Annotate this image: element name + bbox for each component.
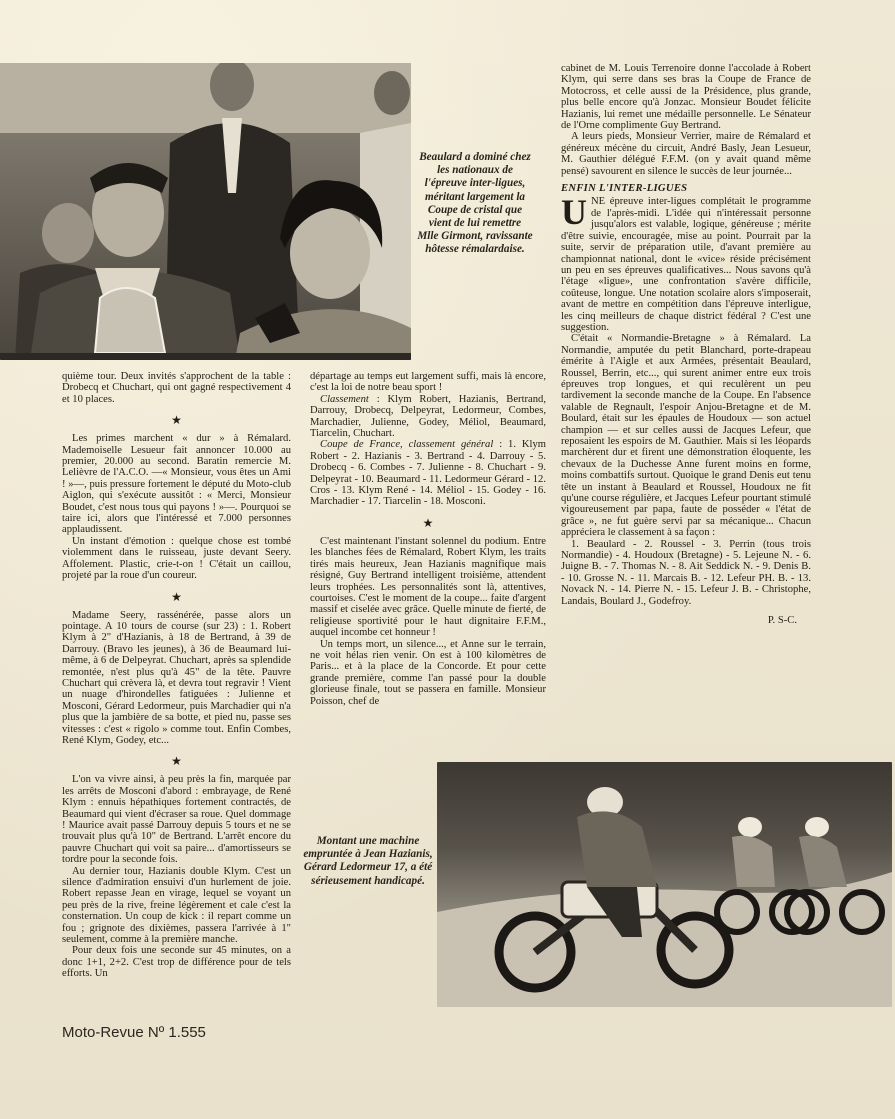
separator-star: ★ [422, 515, 434, 530]
column-2 [310, 371, 546, 707]
col3-paragraph-4: C'était « Normandie-Bretagne » à Rémalard. La Normandie, amputée du petit Blanchard, porte-drapeau émérite à l'Aigle et aux Armées, présentait Beaulard, Roussel, Berrin, etc..., qui surent animer entre eux trois épreuves trop longues, et qui reculèrent un peu tardivement la seconde manche de la Coupe. En l'absence valable de Regnault, l'espoir Anjou-Bretagne et de M. Boulard, était sur les épaules de Houdoux — son actuel champion — et sur celles aussi de Jacques Lefeur, que reposaient les espoirs de M. Gauthier. Mais si les léopards marchèrent dur et firent une démonstration éloquente, les chevaux de la Duchesse Anne furent moins en forme, moins combattifs surtout. Quoique le grand Denis eut tenu tête un instant à Beaulard et Roussel, Houdoux ne fit qu'une course régulière, et Jacques Lefeur pourtant stimulé vigoureusement par papa, faute de posséder « l'état de grâce », ne fut guère servi par sa mécanique... Chacun appréciera le classement à sa façon : [561, 333, 811, 539]
col2-paragraph-1: départage au temps eut largement suffi, mais là encore, c'est la loi de notre beau sport ! [310, 371, 546, 394]
col2-paragraph-4: C'est maintenant l'instant solennel du podium. Entre les blanches fées de Rémalard, Robert Klym, les traits tirés mais heureux, Jean Hazianis magnifique mais résigné, Guy Bertrand intelligent troisième, attendent leurs trophées. Les personnalités sont là, attentives, courtoises. C'est le moment de la coupe... faite d'argent massif et ciselée avec grâce. Quelle minute de fierté, de religieuse sportivité pour le haut dignitaire F.F.M., auquel incombe cet honneur ! [310, 535, 546, 639]
col2-paragraph-5: Un temps mort, un silence..., et Anne sur le terrain, ne voit hélas rien venir. On est à 100 kilomètres de Paris... et à la place de la Concorde. Et pour cette grande première, comme l'an passé pour la double glorieuse finale, tout se passera en famille. Monsieur Poisson, chef de [310, 638, 546, 707]
col2-classement [310, 394, 546, 440]
classement-text: : Klym Robert, Hazianis, Bertrand, Darrouy, Drobecq, Delpeyrat, Ledormeur, Combes, Marchadier, Julienne, Godey, Méliol, Beaumard, Tiarcelin, Chuchart. [310, 393, 546, 440]
col3-paragraph-1: cabinet de M. Louis Terrenoire donne l'accolade à Robert Klym, qui serre dans ses bras la Coupe de France de Motocross, et celle aussi de la Présidence, plus grande, plus belle encore qu'à Jonzac. Monsieur Boudet félicite Hazianis, lui remet une médaille personnelle. Le Sénateur de l'Orne complimente Guy Bertrand. [561, 63, 811, 132]
col1-paragraph-3: Un instant d'émotion : quelque chose est tombé violemment dans le ruisseau, juste devant Seery. Affolement. Plastic, crie-t-on ! C'était un caillou, projeté par la roue d'un coureur. [62, 535, 291, 582]
column-3 [561, 63, 811, 627]
col3-paragraph-3 [561, 192, 811, 333]
col1-paragraph-6: Au dernier tour, Hazianis double Klym. C'est un silence d'admiration ensuivi d'un hurlement de joie. Robert repasse Jean en virage, lequel se voyant un peu près de la rive, freine légèrement et cale c'est la consternation. Un coup de kick : il repart comme un fou ; grignote des dixièmes, passera l'arrivée à 1" seulement, comme à la première manche. [62, 865, 291, 946]
column-1 [62, 371, 291, 980]
bottom-photo-caption: Montant une machine empruntée à Jean Hazianis, Gérard Ledormeur 17, a été sérieusement handicapé. [303, 835, 433, 887]
classement-label: Classement [320, 393, 369, 405]
section-heading: ENFIN L'INTER-LIGUES [561, 183, 688, 195]
separator-star: ★ [171, 589, 182, 604]
drop-cap: U [561, 192, 587, 233]
coupe-text: : 1. Klym Robert - 2. Hazianis - 3. Bertrand - 4. Darrouy - 5. Drobecq - 6. Combes - 7. Julienne - 8. Chuchart - 9. Delpeyrat - 10. Beaumard - 11. Ledormeur Gérard - 12. Cros - 13. Klym René - 14. Méliol - 15. Godey - 16. Marchadier - 17. Tiarcelin - 18. Mosconi. [310, 439, 547, 508]
col2-coupe-de-france [310, 439, 546, 507]
col3-paragraph-2: A leurs pieds, Monsieur Verrier, maire de Rémalard et généreux mécène du circuit, André Basly, Jean Lesueur, M. Gauthier délégué F.F.M. (on y avait quand même pensé) savourent en silence le succès de leur journée... [561, 131, 811, 177]
col1-paragraph-1: quième tour. Deux invités s'approchent de la table : Drobecq et Chuchart, qui ont gagné respectivement 4 et 10 places. [62, 371, 291, 405]
col1-paragraph-5: L'on va vivre ainsi, à peu près la fin, marquée par les arrêts de Mosconi d'abord : embrayage, de René Klym : ennuis hépathiques fortement contractés, de Beaumard qui vient d'écraser sa roue. Quel dommage ! Maurice avait passé Darrouy depuis 5 tours et ne se trouvait plus qu'à 10" de Bertrand. L'arrêt encore du pauvre Chuchart qui voit sa paire... d'amortisseurs se tordre pour la seconde fois. [62, 774, 291, 866]
page-footer: Moto-Revue Nº 1.555 [62, 1024, 206, 1041]
trophy-photo [0, 63, 411, 360]
top-photo-caption: Beaulard a dominé chez les nationaux de l'épreuve inter-ligues, méritant largement la Coupe de cristal que vient de lui remettre Mlle Girmont, ravissante hôtesse rémalardaise. [417, 151, 533, 256]
col3-results: 1. Beaulard - 2. Roussel - 3. Perrin (tous trois Normandie) - 4. Houdoux (Bretagne) - 5. Lejeune N. - 6. Juigne B. - 7. Thomas N. - 8. Ait Seddick N. - 9. Denis B. - 10. Grosse N. - 11. Marcais B. - 12. Lefeur PH. B. - 13. Novack N. - 14. Pierre N. - 15. Lefeur J. B. - Christophe, Landais, Boulard J., Godefroy. [561, 538, 811, 607]
separator-star: ★ [171, 413, 182, 428]
separator-star: ★ [171, 754, 182, 769]
motocross-photo [437, 762, 892, 1007]
coupe-label: Coupe de France, classement général [320, 439, 494, 451]
col1-paragraph-2: Les primes marchent « dur » à Rémalard. Mademoiselle Lesueur fait annoncer 10.000 au premier, 20.000 au second. Baratin remercie M. Lelièvre de l'A.C.O. —« Monsieur, vous êtes un Ami ! »—, puis pressure fortement le député du Moto-club Aiglon, qui s'exécute aussitôt : « Merci, Monsieur Boudet, c'est nous tous qui payons ! »—. Pourquoi se taire ici, alors que l'intéressé et 7.000 personnes applaudissent. [62, 433, 291, 536]
signature: P. S-C. [767, 615, 797, 627]
col1-paragraph-4: Madame Seery, rassénérée, passe alors un pointage. A 10 tours de course (sur 23) : 1. Robert Klym à 2" d'Hazianis, à 18 de Bertrand, à 39 de Darrouy. (Bravo les jeunes), à 36 de Beaumard lui-même, à 6 de Delpeyrat. Chuchart, après sa splendide remontée, n'est plus qu'à 45" de la tête. Pauvre Chuchart qui crèvera là, et devra tout regravir ! Vient un nuage d'hirondelles fatiguées : Julienne et Mosconi, Gérard Ledormeur, puis Marchadier qui n'a plus que la jambière de sa botte, et pied nu, passe ses vitesses : c'est « rigolo » comme tout. Enfin Combes, René Klym, Godey, etc... [62, 609, 291, 746]
col3-paragraph-3-text: NE épreuve inter-ligues complétait le programme de l'après-midi. L'idée qui n'intéressait personne jusqu'alors est valable, logique, généreuse ; mérite d'être suivie, encouragée, mise au point. Pourrait par la suite, servir de préparation utile, d'avant première au championnat national, dont le «vice» réside précisément un peu en ses épreuves qualificatives... Nous savons qu'à l'étage «ligue», une confrontation s'avère difficile, coûteuse, longue. Une notation scolaire alors s'imposerait, avant de mettre en compétition dans l'épreuve interligue, les cinq meilleurs de chaque district fédéral ? C'est une suggestion. [561, 196, 811, 333]
col1-paragraph-7: Pour deux fois une seconde sur 45 minutes, on a donc 1+1, 2+2. C'est trop de différence pour de tels efforts. Un [62, 945, 291, 980]
